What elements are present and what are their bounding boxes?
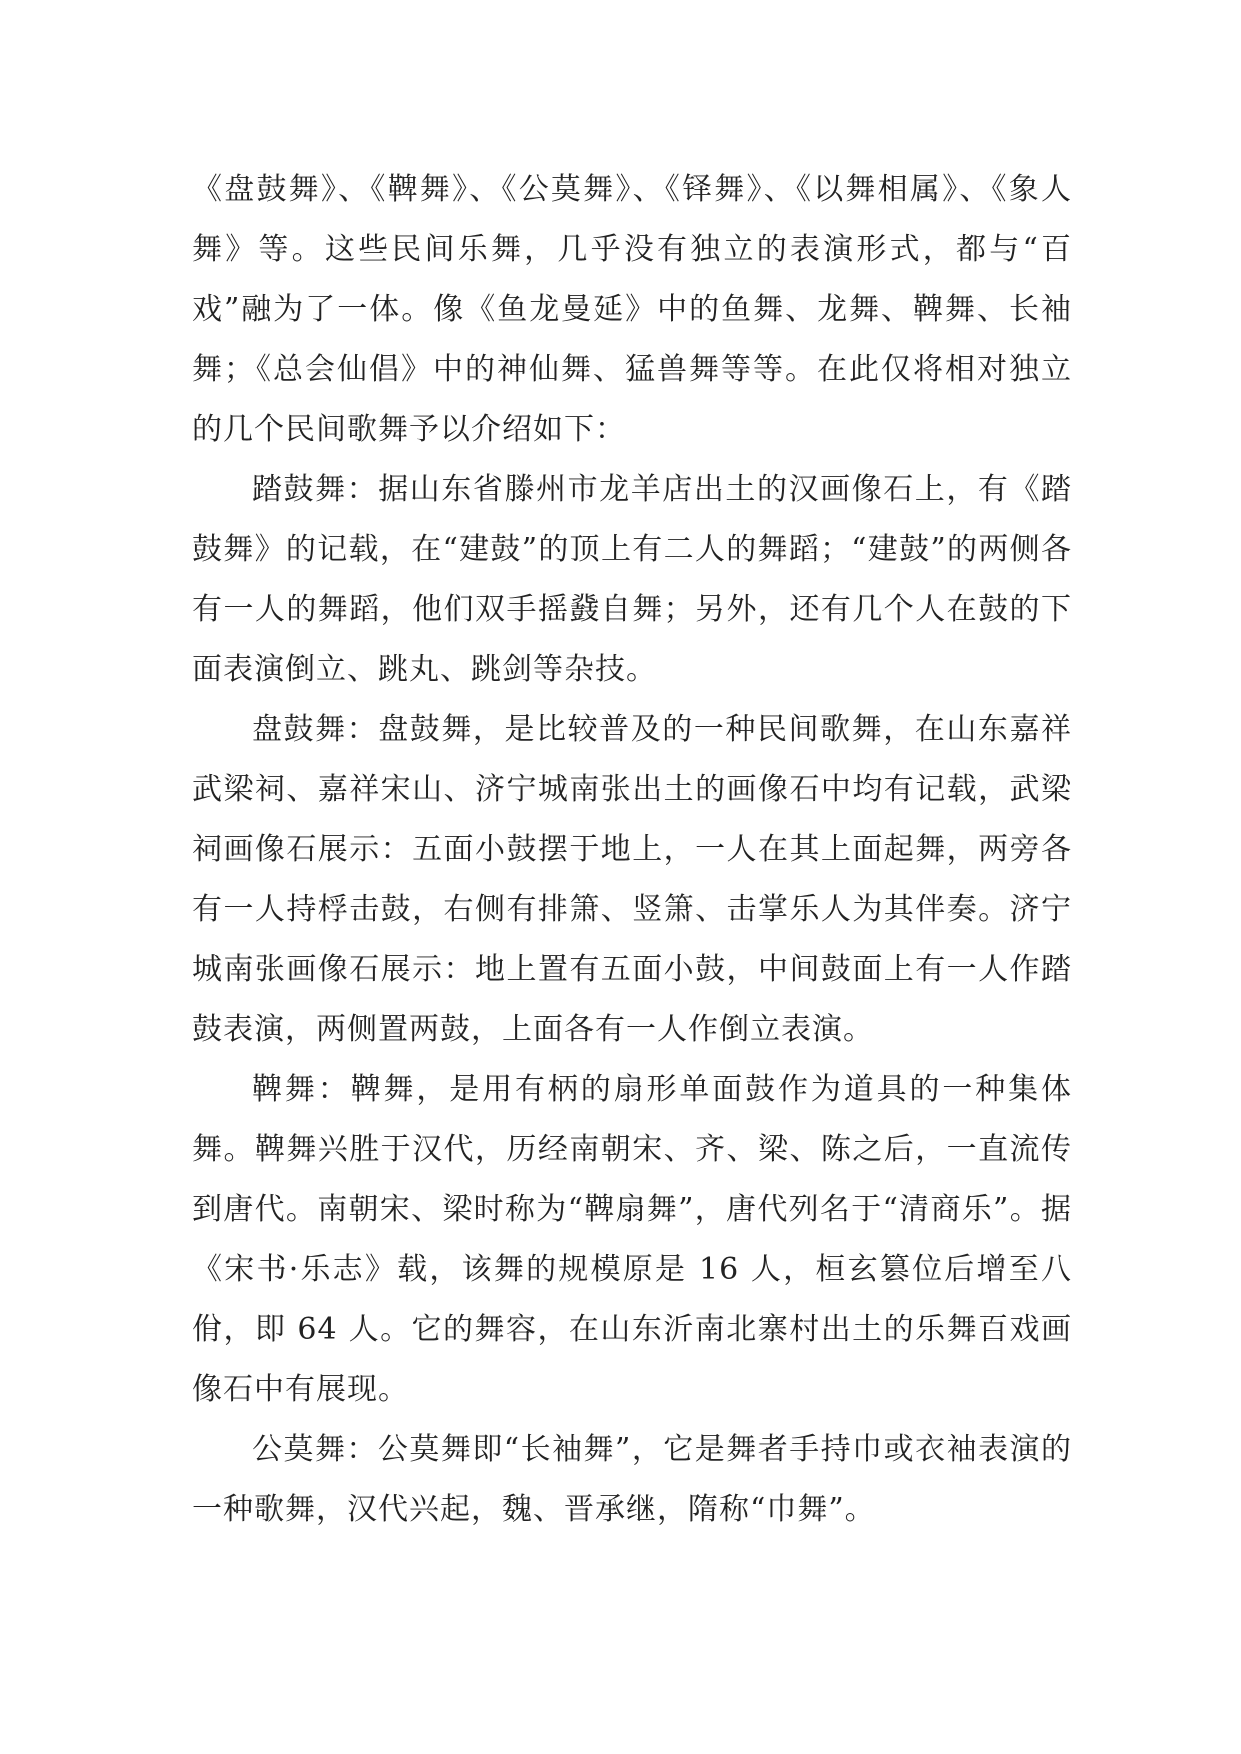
paragraph-pangu-dance: 盘鼓舞：盘鼓舞，是比较普及的一种民间歌舞，在山东嘉祥武梁祠、嘉祥宋山、济宁城南张出土的画像石中均有记载，武梁祠画像石展示：五面小鼓摆于地上，一人在其上面起舞，两旁各有一人持桴击鼓，右侧有排箫、竖箫、击掌乐人为其伴奏。济宁城南张画像石展示：地上置有五面小鼓，中间鼓面上有一人作踏鼓表演，两侧置两鼓，上面各有一人作倒立表演。 [192,712,1072,1047]
paragraph-continuation: 《盘鼓舞》、《鞞舞》、《公莫舞》、《铎舞》、《以舞相属》、《象人舞》等。这些民间乐舞，几乎没有独立的表演形式，都与“百戏”融为了一体。像《鱼龙曼延》中的鱼舞、龙舞、鞞舞、长袖舞；《总会仙倡》中的神仙舞、猛兽舞等等。在此仅将相对独立的几个民间歌舞予以介绍如下： [192,172,1072,447]
paragraph-bei-dance: 鞞舞：鞞舞，是用有柄的扇形单面鼓作为道具的一种集体舞。鞞舞兴胜于汉代，历经南朝宋、齐、梁、陈之后，一直流传到唐代。南朝宋、梁时称为“鞞扇舞”，唐代列名于“清商乐”。据《宋书·乐志》载，该舞的规模原是 16 人，桓玄篡位后增至八佾，即 64 人。它的舞容，在山东沂南北寨村出土的乐舞百戏画像石中有展现。 [192,1072,1072,1407]
paragraph-gongmo-dance: 公莫舞：公莫舞即“长袖舞”，它是舞者手持巾或衣袖表演的一种歌舞，汉代兴起，魏、晋承继，隋称“巾舞”。 [192,1432,1072,1527]
paragraph-tagu-dance: 踏鼓舞：据山东省滕州市龙羊店出土的汉画像石上，有《踏鼓舞》的记载，在“建鼓”的顶上有二人的舞蹈；“建鼓”的两侧各有一人的舞蹈，他们双手摇鼗自舞；另外，还有几个人在鼓的下面表演倒立、跳丸、跳剑等杂技。 [192,472,1072,687]
body-text [192,160,1072,1540]
